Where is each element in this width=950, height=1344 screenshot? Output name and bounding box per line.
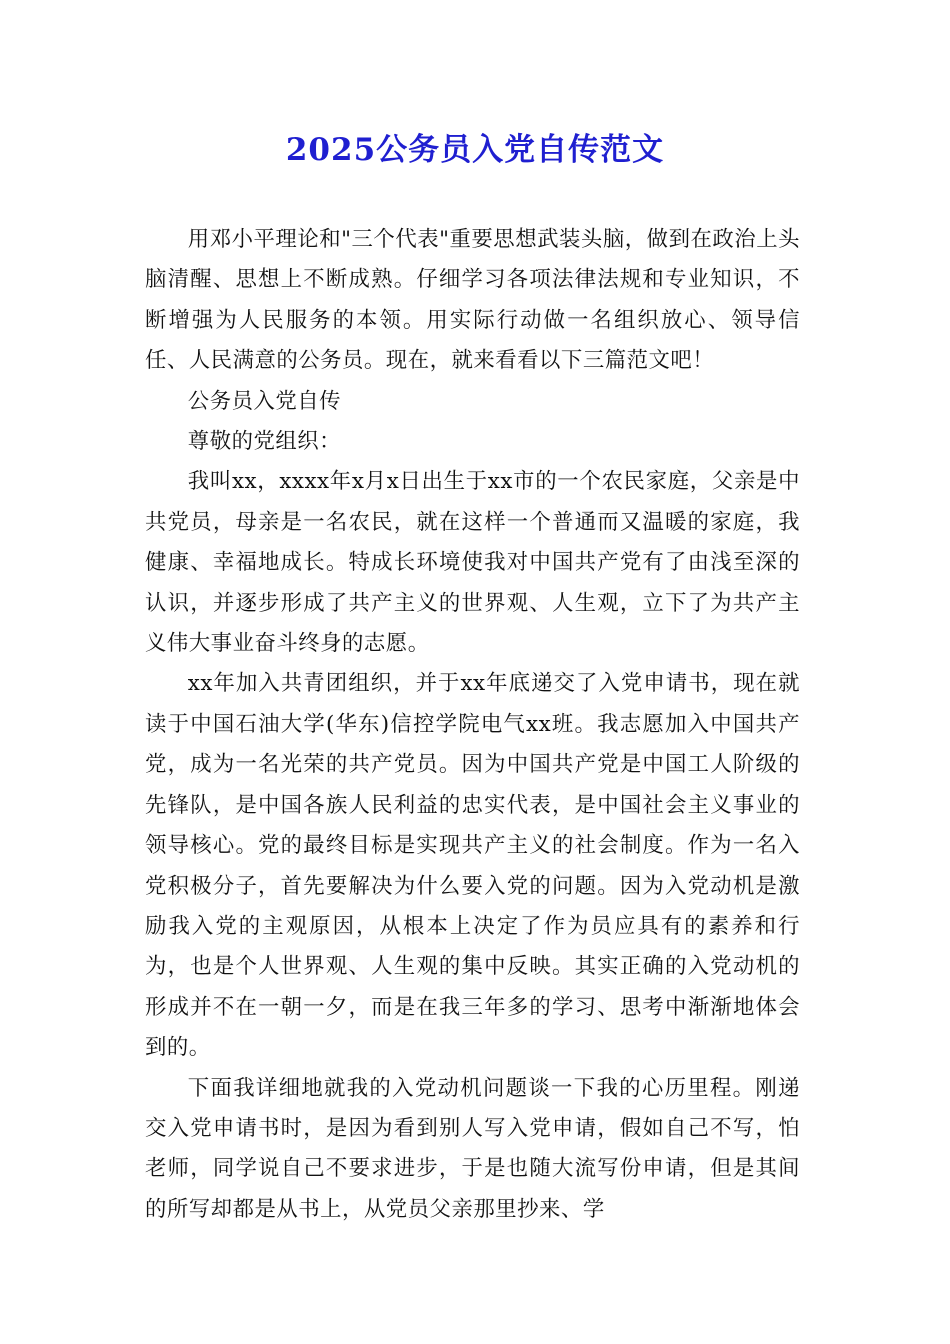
document-body: [145, 220, 800, 1230]
document-title: 2025公务员入党自传范文: [285, 132, 665, 168]
paragraph-history: 下面我详细地就我的入党动机问题谈一下我的心历里程。刚递交入党申请书时，是因为看到别人写入党申请，假如自己不写，怕老师，同学说自己不要求进步，于是也随大流写份申请，但是其间的所写却都是从书上，从党员父亲那里抄来、学: [145, 1075, 800, 1222]
paragraph-background: 我叫xx，xxxx年x月x日出生于xx市的一个农民家庭，父亲是中共党员，母亲是一名农民，就在这样一个普通而又温暖的家庭，我健康、幸福地成长。特成长环境使我对中国共产党有了由浅至深的认识，并逐步形成了共产主义的世界观、人生观，立下了为共产主义伟大事业奋斗终身的志愿。: [145, 469, 800, 657]
paragraph-intro: 用邓小平理论和"三个代表"重要思想武装头脑，做到在政治上头脑清醒、思想上不断成熟。仔细学习各项法律法规和专业知识，不断增强为人民服务的本领。用实际行动做一名组织放心、领导信任、人民满意的公务员。现在，就来看看以下三篇范文吧！: [145, 227, 800, 374]
paragraph-motivation: xx年加入共青团组织，并于xx年底递交了入党申请书，现在就读于中国石油大学(华东)信控学院电气xx班。我志愿加入中国共产党，成为一名光荣的共产党员。因为中国共产党是中国工人阶级的先锋队，是中国各族人民利益的忠实代表，是中国社会主义事业的领导核心。党的最终目标是实现共产主义的社会制度。作为一名入党积极分子，首先要解决为什么要入党的问题。因为入党动机是激励我入党的主观原因，从根本上决定了作为员应具有的素养和行为，也是个人世界观、人生观的集中反映。其实正确的入党动机的形成并不在一朝一夕，而是在我三年多的学习、思考中渐渐地体会到的。: [145, 671, 800, 1061]
paragraph-salutation: 尊敬的党组织：: [187, 429, 342, 455]
paragraph-subtitle: 公务员入党自传: [187, 388, 342, 414]
